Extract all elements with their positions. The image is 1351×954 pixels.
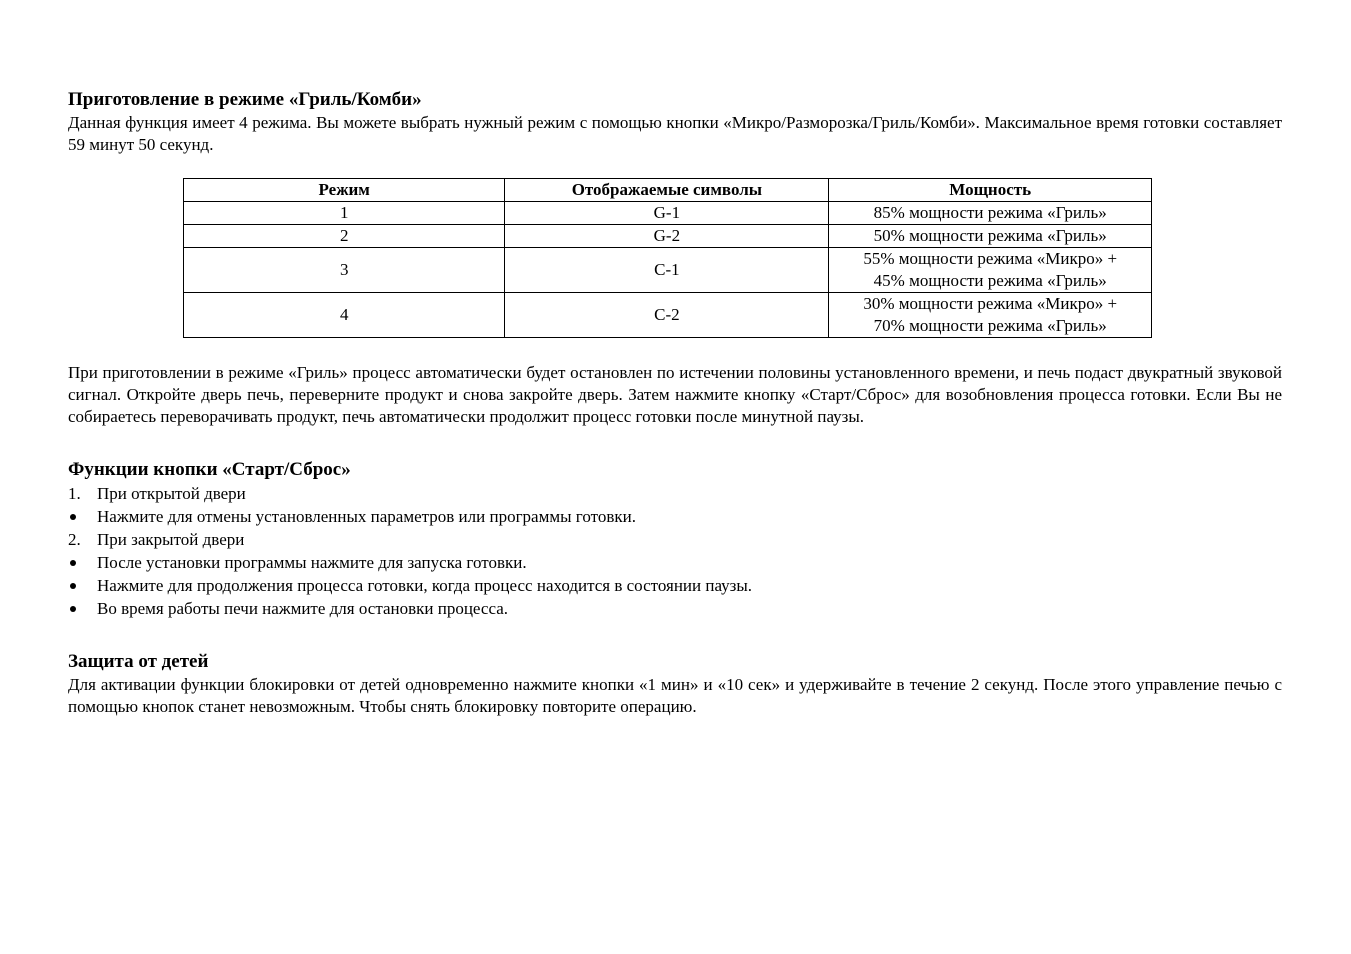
cell-mode: 1	[184, 202, 505, 225]
cell-symbol: C-1	[505, 248, 829, 293]
section-title-child-lock: Защита от детей	[68, 651, 209, 672]
modes-table	[183, 178, 1152, 338]
cell-power	[829, 225, 1152, 248]
start-reset-function-list	[68, 482, 1282, 620]
list-item-text: После установки программы нажмите для запуска готовки.	[97, 553, 527, 572]
spacer	[68, 338, 1282, 362]
list-number: 2.	[68, 530, 81, 549]
list-item	[68, 528, 1282, 551]
power-line: 45% мощности режима «Гриль»	[873, 271, 1107, 290]
bullet-icon	[70, 583, 76, 589]
child-lock-paragraph: Для активации функции блокировки от детей одновременно нажмите кнопки «1 мин» и «10 сек» и удерживайте в течение 2 секунд. После этого управление печью с помощью кнопок станет невозможным. Чтобы снять блокировку повторите операцию.	[68, 675, 1282, 716]
section-title-grill-combi: Приготовление в режиме «Гриль/Комби»	[68, 89, 422, 110]
power-line: 30% мощности режима «Микро» +	[863, 294, 1118, 313]
table-header-row	[184, 179, 1152, 202]
cell-symbol: C-2	[505, 293, 829, 338]
power-line: 55% мощности режима «Микро» +	[863, 249, 1118, 268]
list-item	[68, 574, 1282, 597]
table-row	[184, 248, 1152, 293]
cell-mode: 2	[184, 225, 505, 248]
header-mode: Режим	[184, 179, 505, 202]
cell-power	[829, 202, 1152, 225]
cell-mode: 4	[184, 293, 505, 338]
list-item-text: Нажмите для отмены установленных параметров или программы готовки.	[97, 507, 636, 526]
list-item-text: При закрытой двери	[97, 530, 245, 549]
cell-mode: 3	[184, 248, 505, 293]
cell-symbol: G-1	[505, 202, 829, 225]
list-item	[68, 551, 1282, 574]
list-item-text: При открытой двери	[97, 484, 246, 503]
list-item	[68, 482, 1282, 505]
spacer	[68, 428, 1282, 458]
list-number: 1.	[68, 484, 81, 503]
list-item	[68, 597, 1282, 620]
spacer	[68, 620, 1282, 650]
list-item-text: Нажмите для продолжения процесса готовки, когда процесс находится в состоянии паузы.	[97, 576, 753, 595]
table-row	[184, 202, 1152, 225]
section-title-start-reset: Функции кнопки «Старт/Сброс»	[68, 459, 351, 480]
header-symbols: Отображаемые символы	[505, 179, 829, 202]
list-item	[68, 505, 1282, 528]
table-row	[184, 225, 1152, 248]
bullet-icon	[70, 560, 76, 566]
power-line: 50% мощности режима «Гриль»	[873, 226, 1107, 245]
header-power: Мощность	[829, 179, 1152, 202]
grill-combi-intro-paragraph: Данная функция имеет 4 режима. Вы можете выбрать нужный режим с помощью кнопки «Микро/Разморозка/Гриль/Комби». Максимальное время готовки составляет 59 минут 50 секунд.	[68, 113, 1282, 154]
power-line: 85% мощности режима «Гриль»	[873, 203, 1107, 222]
cell-power	[829, 248, 1152, 293]
bullet-icon	[70, 514, 76, 520]
grill-flip-paragraph: При приготовлении в режиме «Гриль» процесс автоматически будет остановлен по истечении половины установленного времени, и печь подаст двукратный звуковой сигнал. Откройте дверь печь, переверните продукт и снова закройте дверь. Затем нажмите кнопку «Старт/Сброс» для возобновления процесса готовки. Если Вы не собираетесь переворачивать продукт, печь автоматически продолжит процесс готовки после минутной паузы.	[68, 363, 1282, 426]
power-line: 70% мощности режима «Гриль»	[873, 316, 1107, 335]
document-page	[68, 88, 1282, 718]
bullet-icon	[70, 606, 76, 612]
table-row	[184, 293, 1152, 338]
cell-power	[829, 293, 1152, 338]
cell-symbol: G-2	[505, 225, 829, 248]
list-item-text: Во время работы печи нажмите для остановки процесса.	[97, 599, 508, 618]
